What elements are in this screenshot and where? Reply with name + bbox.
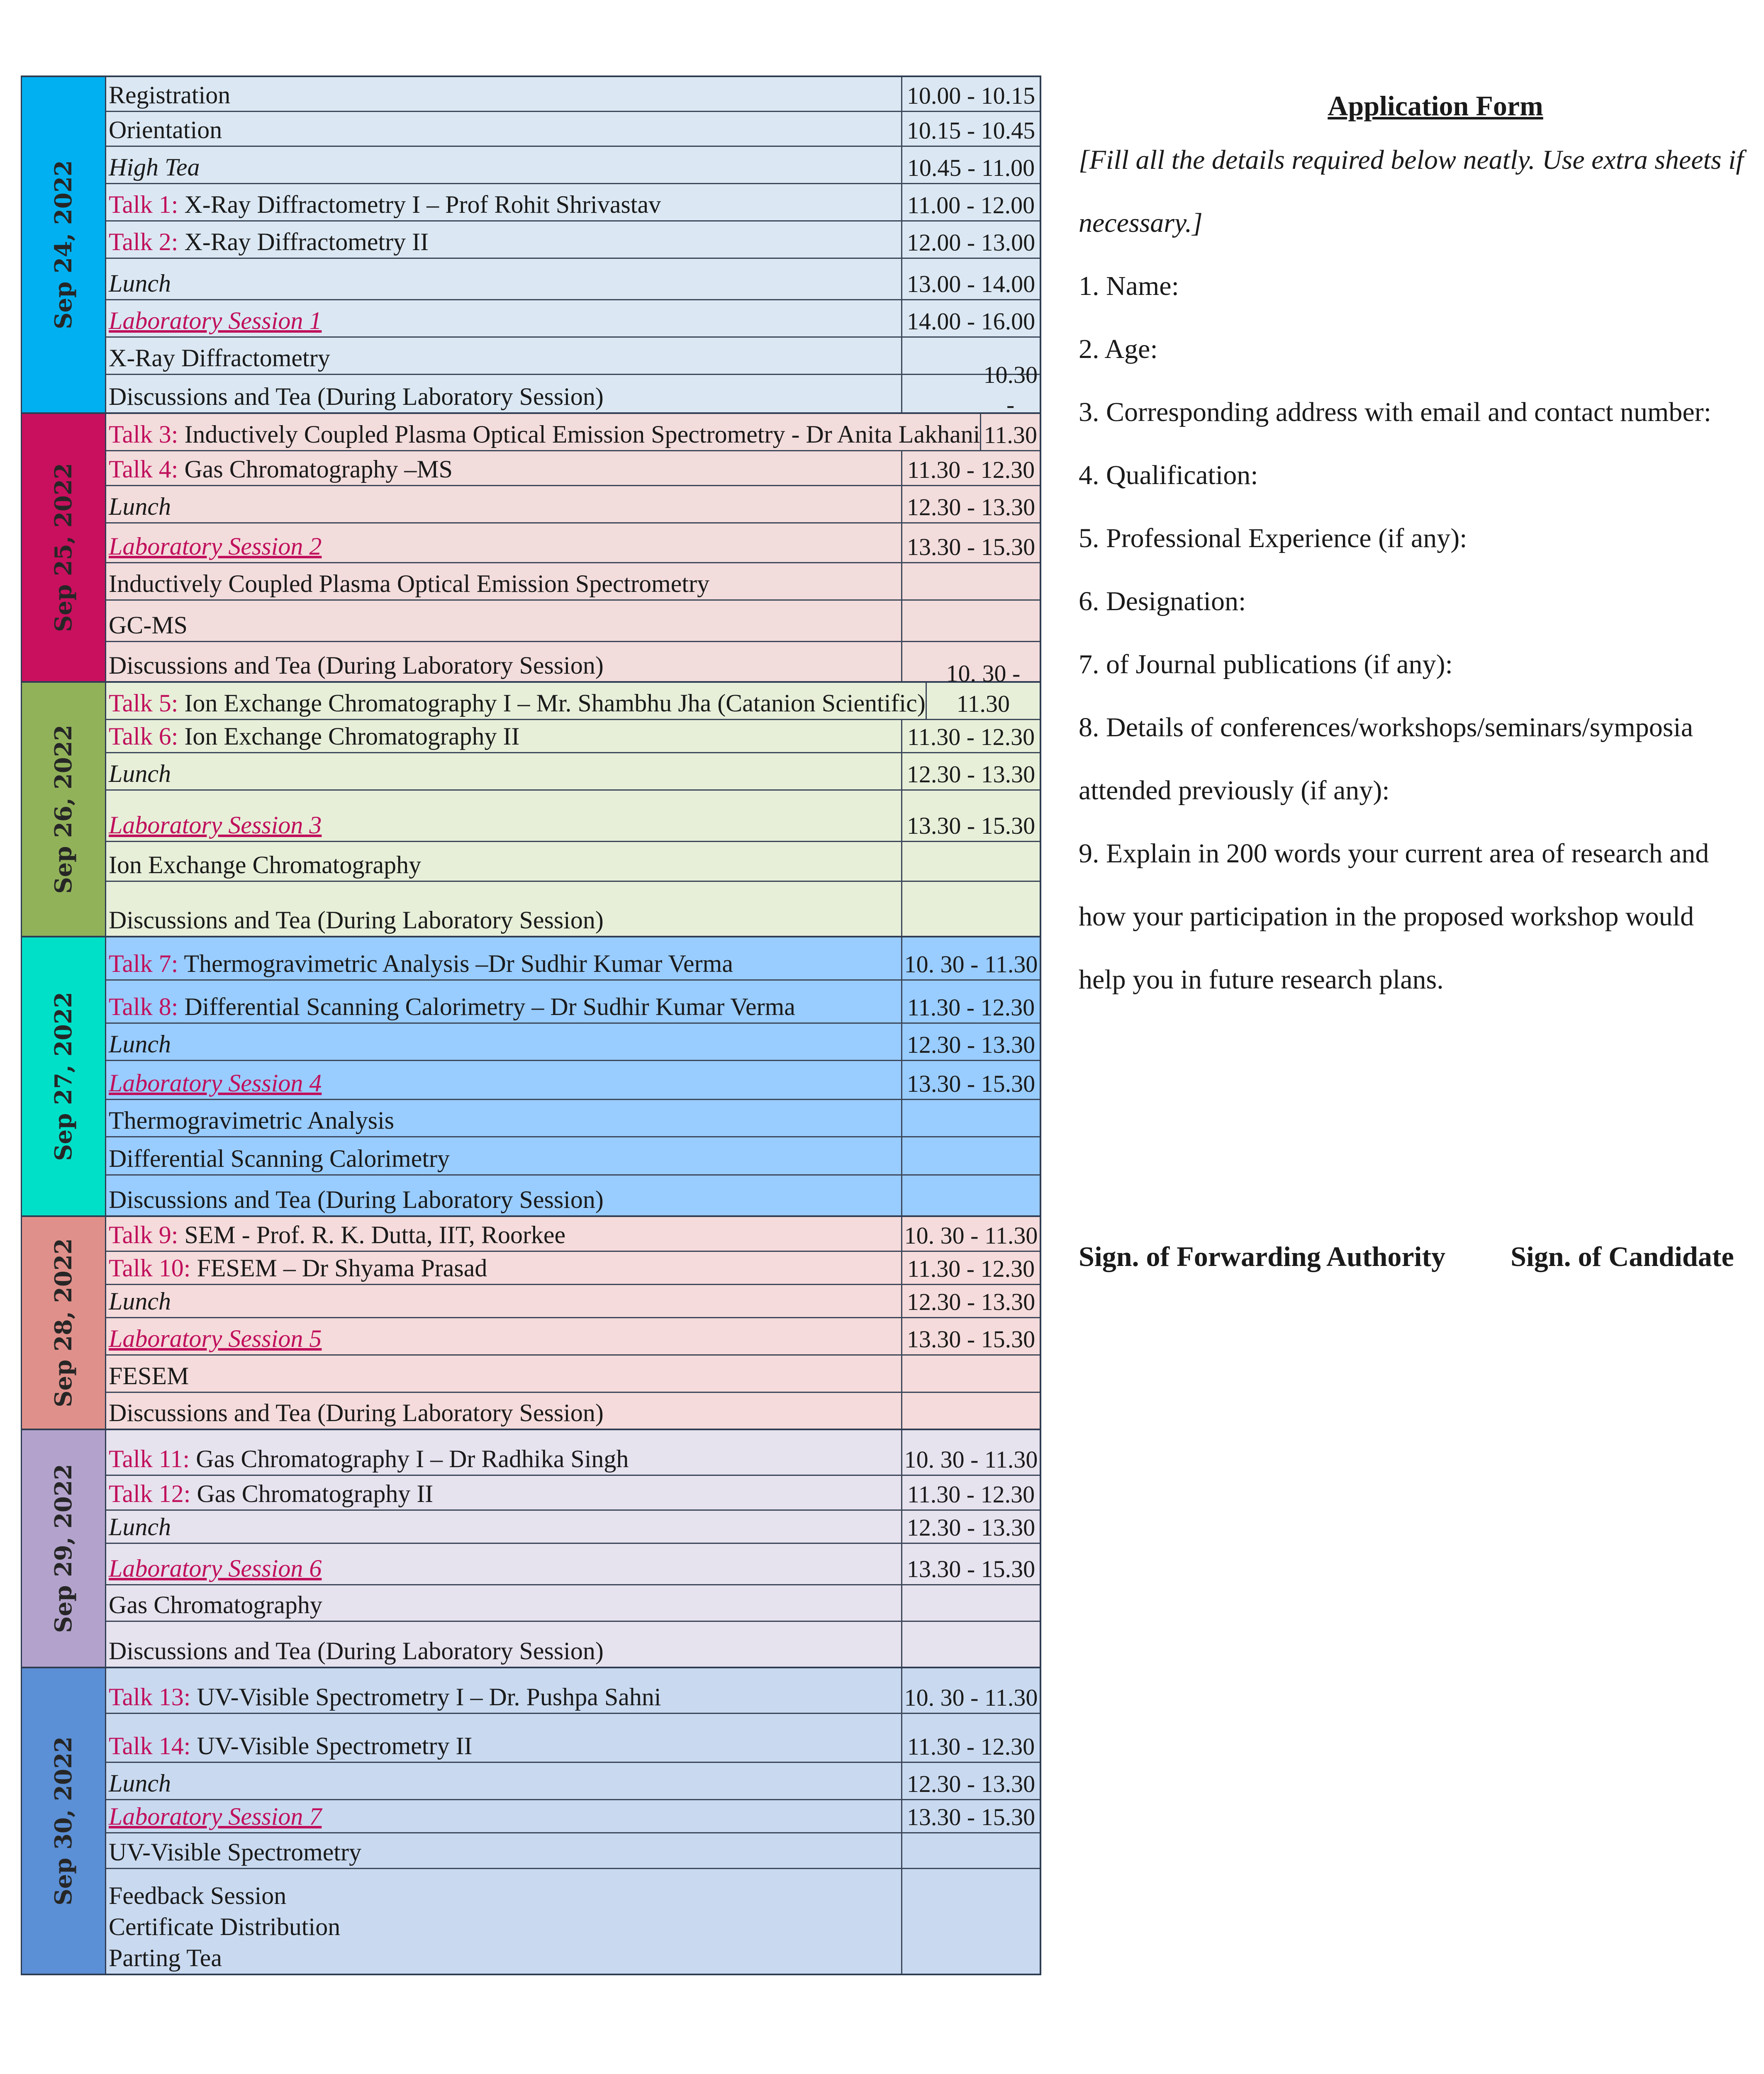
activity-cell [106, 1318, 902, 1354]
form-field-label: 3. Corresponding address with email and contact number: [1079, 397, 1711, 427]
talk-number: Talk 12: [109, 1480, 191, 1507]
schedule-row [106, 486, 1040, 523]
time-cell: 12.00 - 13.00 [906, 229, 1035, 256]
time-cell [902, 1585, 1040, 1621]
talk-title: Ion Exchange Chromatography II [178, 723, 520, 750]
activity-cell [106, 1714, 902, 1762]
schedule-row [106, 1511, 1040, 1544]
activity-label: Discussions and Tea (During Laboratory Session) [109, 383, 604, 410]
activity-label: Inductively Coupled Plasma Optical Emission Spectrometry [109, 570, 710, 597]
activity-label: Discussions and Tea (During Laboratory Session) [109, 1637, 604, 1665]
activity-label: Orientation [109, 116, 222, 144]
activity-label: GC-MS [109, 611, 188, 639]
activity-label: Discussions and Tea (During Laboratory Session) [109, 1186, 604, 1213]
workshop-schedule-table [21, 75, 1041, 1975]
activity-cell [106, 222, 902, 258]
form-field-label: 5. Professional Experience (if any): [1079, 523, 1467, 553]
activity-cell [106, 1476, 902, 1509]
schedule-row [106, 222, 1040, 259]
activity-cell [106, 842, 902, 881]
time-cell: 11.30 [984, 421, 1037, 448]
talk-title: Differential Scanning Calorimetry – Dr Sudhir Kumar Verma [178, 993, 795, 1020]
activity-cell [106, 1668, 902, 1713]
time-cell: 10. 30 - 11.30 [904, 1222, 1038, 1249]
activity-cell [106, 259, 902, 299]
activity-cell [106, 375, 902, 412]
time-cell: 11.30 - 12.30 [907, 1480, 1035, 1508]
schedule-row [106, 147, 1040, 184]
form-field-label: how your participation in the proposed workshop would [1079, 901, 1694, 932]
activity-cell [106, 1356, 902, 1392]
time-cell [902, 1100, 1040, 1136]
form-field-label: 7. of Journal publications (if any): [1079, 649, 1453, 679]
schedule-row [106, 842, 1040, 882]
day-date-cell [22, 937, 106, 1215]
schedule-row [106, 1763, 1040, 1800]
activity-label: Lunch [109, 1513, 171, 1541]
talk-number: Talk 3: [109, 421, 178, 448]
schedule-day [21, 75, 1041, 414]
time-cell: 11.30 - 12.30 [907, 993, 1035, 1021]
talk-number: Talk 2: [109, 228, 178, 256]
schedule-row [106, 1544, 1040, 1585]
activity-cell [106, 601, 902, 641]
schedule-row [106, 1869, 1040, 1974]
time-cell: 11.30 - 12.30 [907, 1733, 1035, 1760]
activity-cell [106, 642, 902, 681]
form-field-label: attended previously (if any): [1079, 775, 1390, 806]
activity-cell [106, 1800, 902, 1832]
time-cell [902, 1356, 1040, 1392]
talk-title: Gas Chromatography I – Dr Radhika Singh [190, 1445, 629, 1473]
schedule-row [106, 1318, 1040, 1356]
lab-session-label: Laboratory Session 2 [109, 533, 322, 560]
activity-label: Feedback Session [109, 1882, 287, 1909]
time-cell: 11.30 - 12.30 [907, 1255, 1035, 1282]
activity-label: High Tea [109, 153, 200, 181]
schedule-row [106, 753, 1040, 791]
schedule-row [106, 642, 1040, 681]
activity-label: Parting Tea [109, 1944, 222, 1972]
schedule-day [21, 1217, 1041, 1430]
activity-label: Lunch [109, 760, 171, 787]
schedule-row [106, 1430, 1040, 1476]
activity-cell [106, 753, 902, 789]
schedule-row [106, 1100, 1040, 1137]
talk-number: Talk 7: [109, 950, 178, 977]
schedule-row [106, 184, 1040, 222]
time-cell: 14.00 - 16.00 [906, 307, 1035, 335]
activity-cell [106, 147, 902, 183]
day-date-cell [22, 77, 106, 412]
activity-cell [106, 1252, 902, 1284]
activity-label: X-Ray Diffractometry [109, 344, 330, 372]
time-cell [902, 1137, 1040, 1174]
talk-title: X-Ray Diffractometry I – Prof Rohit Shrivastav [178, 191, 661, 218]
time-cell: 10.45 - 11.00 [907, 154, 1035, 181]
lab-session-label: Laboratory Session 3 [109, 811, 322, 839]
schedule-row [106, 1668, 1040, 1714]
schedule-row [106, 1137, 1040, 1176]
schedule-row [106, 1622, 1040, 1667]
talk-number: Talk 4: [109, 455, 178, 483]
talk-title: FESEM – Dr Shyama Prasad [190, 1254, 487, 1282]
time-cell: 13.30 - 15.30 [906, 1070, 1035, 1097]
schedule-row [106, 523, 1040, 563]
activity-cell [106, 1833, 902, 1868]
activity-cell [106, 683, 927, 719]
talk-number: Talk 11: [109, 1445, 190, 1473]
schedule-row [106, 1833, 1040, 1869]
talk-title: Gas Chromatography II [190, 1480, 434, 1507]
schedule-day [21, 937, 1041, 1217]
activity-cell [106, 300, 902, 336]
schedule-row [106, 791, 1040, 842]
time-cell: 12.30 - 13.30 [906, 760, 1035, 788]
signature-line [1079, 1240, 1734, 1273]
activity-cell [106, 1024, 902, 1060]
activity-label: Lunch [109, 493, 171, 520]
form-instructions: [Fill all the details required below neatly. Use extra sheets if necessary.] [1079, 145, 1744, 238]
form-field-label: 1. Name: [1079, 271, 1179, 301]
schedule-row [106, 1217, 1040, 1252]
activity-cell [106, 338, 902, 374]
schedule-row [106, 1061, 1040, 1100]
time-cell [902, 1176, 1040, 1215]
form-field-label: 6. Designation: [1079, 586, 1246, 616]
activity-cell [106, 1176, 902, 1215]
talk-number: Talk 8: [109, 993, 178, 1020]
time-cell: 10. 30 - 11.30 [904, 950, 1038, 978]
activity-label: FESEM [109, 1362, 189, 1390]
day-date-cell [22, 683, 106, 936]
schedule-row [106, 882, 1040, 936]
activity-label: Lunch [109, 270, 171, 297]
form-title: Application Form [1328, 90, 1543, 122]
activity-cell [106, 882, 902, 936]
talk-title: Inductively Coupled Plasma Optical Emission Spectrometry - Dr Anita Lakhani [178, 421, 980, 448]
talk-number: Talk 1: [109, 191, 178, 218]
activity-cell [106, 1511, 902, 1543]
time-cell [902, 1622, 1040, 1667]
activity-label: Lunch [109, 1288, 171, 1315]
activity-cell [106, 77, 902, 111]
activity-cell [106, 937, 902, 979]
activity-label: Gas Chromatography [109, 1591, 322, 1619]
schedule-row [106, 1393, 1040, 1429]
schedule-row [106, 1356, 1040, 1393]
activity-cell [106, 1544, 902, 1584]
schedule-day [21, 1430, 1041, 1668]
time-cell: 12.30 - 13.30 [906, 1770, 1035, 1797]
lab-session-label: Laboratory Session 6 [109, 1555, 322, 1582]
time-cell: 10. 30 - 11.30 [904, 1446, 1038, 1473]
schedule-row [106, 601, 1040, 642]
time-cell: 11.30 [956, 690, 1010, 717]
activity-label: Ion Exchange Chromatography [109, 851, 422, 879]
schedule-row [106, 300, 1040, 338]
day-date-label: Sep 27, 2022 [50, 992, 77, 1161]
forwarding-authority-signature: Sign. of Forwarding Authority [1079, 1241, 1446, 1272]
schedule-row [106, 338, 1040, 375]
activity-cell [106, 1137, 902, 1174]
schedule-row [106, 1714, 1040, 1763]
schedule-row [106, 981, 1040, 1024]
lab-session-label: Laboratory Session 7 [109, 1803, 322, 1830]
talk-title: Thermogravimetric Analysis –Dr Sudhir Kumar Verma [178, 950, 733, 977]
activity-cell [106, 563, 902, 599]
activity-label: Discussions and Tea (During Laboratory Session) [109, 906, 604, 934]
schedule-row [106, 375, 1040, 412]
schedule-row [106, 683, 1040, 720]
day-date-cell [22, 1217, 106, 1429]
activity-cell [106, 451, 902, 485]
candidate-signature: Sign. of Candidate [1511, 1241, 1734, 1272]
activity-label: Discussions and Tea (During Laboratory Session) [109, 1399, 604, 1426]
time-cell [902, 882, 1040, 936]
time-cell [902, 563, 1040, 599]
activity-cell [106, 1393, 902, 1429]
activity-cell [106, 1217, 902, 1251]
schedule-row [106, 1252, 1040, 1285]
day-date-cell [22, 1430, 106, 1667]
day-date-label: Sep 24, 2022 [50, 160, 77, 329]
activity-cell [106, 112, 902, 146]
application-form [1079, 83, 1751, 1011]
activity-cell [106, 1622, 902, 1667]
time-cell: 12.30 - 13.30 [906, 1288, 1035, 1315]
schedule-row [106, 77, 1040, 112]
time-cell: 12.30 - 13.30 [906, 1031, 1035, 1058]
activity-cell [106, 1869, 902, 1974]
time-cell: 13.30 - 15.30 [906, 1803, 1035, 1831]
schedule-row [106, 1476, 1040, 1511]
time-cell: 11.00 - 12.00 [907, 191, 1035, 219]
form-field-label: 8. Details of conferences/workshops/seminars/symposia [1079, 712, 1693, 742]
form-field-label: 4. Qualification: [1079, 460, 1258, 490]
day-date-label: Sep 30, 2022 [50, 1736, 77, 1906]
activity-label: UV-Visible Spectrometry [109, 1838, 362, 1866]
time-cell: 11.30 - 12.30 [907, 723, 1035, 750]
schedule-row [106, 1585, 1040, 1622]
schedule-row [106, 937, 1040, 981]
day-date-cell [22, 414, 106, 681]
time-cell: 13.30 - 15.30 [906, 812, 1035, 839]
talk-number: Talk 6: [109, 723, 178, 750]
talk-number: Talk 5: [109, 689, 178, 717]
activity-cell [106, 1585, 902, 1621]
activity-label: Lunch [109, 1030, 171, 1058]
schedule-row [106, 720, 1040, 753]
schedule-row [106, 1176, 1040, 1215]
talk-number: Talk 14: [109, 1732, 191, 1760]
activity-label: Certificate Distribution [109, 1913, 341, 1940]
talk-title: SEM - Prof. R. K. Dutta, IIT, Roorkee [178, 1221, 566, 1249]
talk-title: Ion Exchange Chromatography I – Mr. Shambhu Jha (Catanion Scientific) [178, 689, 926, 717]
activity-cell [106, 486, 902, 522]
activity-label: Differential Scanning Calorimetry [109, 1145, 450, 1172]
activity-cell [106, 1430, 902, 1475]
time-cell [902, 1833, 1040, 1868]
schedule-row [106, 563, 1040, 601]
schedule-row [106, 1024, 1040, 1061]
schedule-day [21, 1668, 1041, 1975]
day-date-label: Sep 26, 2022 [50, 725, 77, 894]
talk-number: Talk 9: [109, 1221, 178, 1249]
lab-session-label: Laboratory Session 1 [109, 307, 322, 334]
activity-cell [106, 981, 902, 1022]
form-field-label: help you in future research plans. [1079, 964, 1444, 995]
time-cell: 13.00 - 14.00 [906, 270, 1035, 297]
talk-title: X-Ray Diffractometry II [178, 228, 429, 256]
form-field-label: 2. Age: [1079, 334, 1158, 364]
time-cell: 12.30 - 13.30 [906, 1514, 1035, 1541]
time-cell: 12.30 - 13.30 [906, 493, 1035, 521]
time-cell: 10. 30 - 11.30 [904, 1684, 1038, 1711]
form-field-label: 9. Explain in 200 words your current area of research and [1079, 838, 1709, 869]
schedule-row [106, 1800, 1040, 1833]
day-date-label: Sep 29, 2022 [50, 1464, 77, 1633]
day-date-label: Sep 28, 2022 [50, 1238, 77, 1407]
activity-cell [106, 1285, 902, 1317]
lab-session-label: Laboratory Session 5 [109, 1325, 322, 1352]
schedule-row [106, 414, 1040, 451]
time-cell: 10.00 - 10.15 [906, 82, 1035, 109]
time-cell: 13.30 - 15.30 [906, 1325, 1035, 1353]
activity-cell [106, 720, 902, 752]
day-date-cell [22, 1668, 106, 1974]
time-cell [902, 1393, 1040, 1429]
form-fields [1079, 255, 1751, 1011]
time-cell: 11.30 - 12.30 [907, 456, 1035, 483]
schedule-row [106, 259, 1040, 300]
activity-label: Discussions and Tea (During Laboratory Session) [109, 652, 604, 679]
schedule-day [21, 414, 1041, 683]
activity-cell [106, 414, 981, 450]
time-cell: 10.15 - 10.45 [906, 117, 1035, 144]
talk-number: Talk 13: [109, 1683, 191, 1711]
activity-label: Lunch [109, 1770, 171, 1797]
talk-title: UV-Visible Spectrometry II [190, 1732, 473, 1760]
activity-cell [106, 523, 902, 562]
time-cell: 13.30 - 15.30 [906, 1555, 1035, 1582]
activity-cell [106, 791, 902, 841]
day-date-label: Sep 25, 2022 [50, 463, 77, 632]
schedule-row [106, 112, 1040, 147]
time-cell: 13.30 - 15.30 [906, 533, 1035, 560]
activity-label: Registration [109, 81, 231, 109]
lab-session-label: Laboratory Session 4 [109, 1069, 322, 1097]
talk-title: UV-Visible Spectrometry I – Dr. Pushpa Sahni [190, 1683, 661, 1711]
schedule-row [106, 1285, 1040, 1318]
time-cell [902, 842, 1040, 881]
schedule-day [21, 683, 1041, 937]
schedule-row [106, 451, 1040, 486]
talk-number: Talk 10: [109, 1254, 191, 1282]
activity-cell [106, 1061, 902, 1099]
talk-title: Gas Chromatography –MS [178, 455, 453, 483]
activity-label: Thermogravimetric Analysis [109, 1107, 395, 1134]
time-cell [902, 1869, 1040, 1974]
time-cell [902, 601, 1040, 641]
activity-cell [106, 1763, 902, 1799]
activity-cell [106, 1100, 902, 1136]
activity-cell [106, 184, 902, 220]
